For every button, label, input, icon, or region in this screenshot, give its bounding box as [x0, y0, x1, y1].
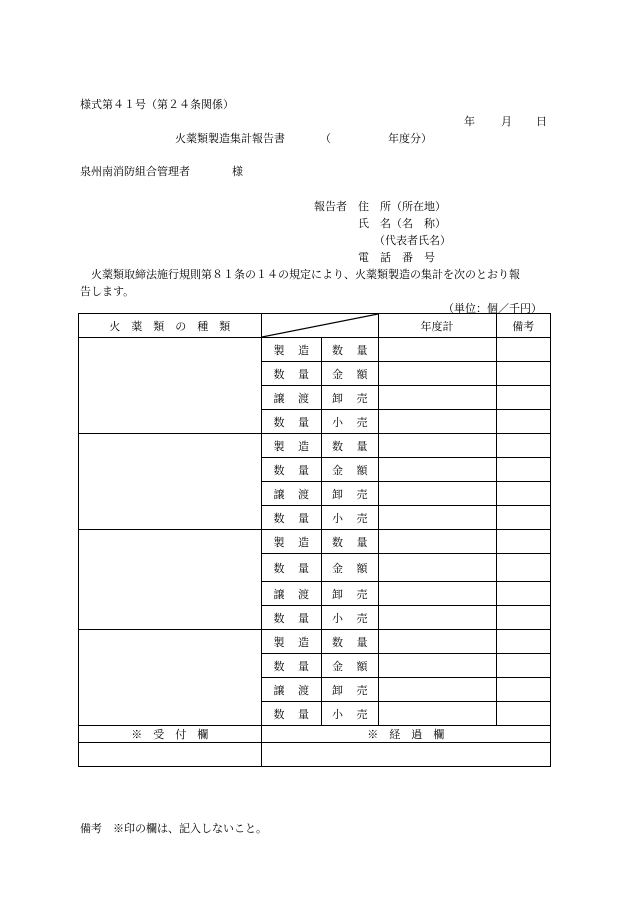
- year-total-cell[interactable]: [378, 458, 496, 482]
- year-total-cell[interactable]: [378, 386, 496, 410]
- year-total-cell[interactable]: [378, 654, 496, 678]
- diagonal-line: [262, 314, 378, 337]
- label-quantity: 数 量: [322, 434, 378, 458]
- label-quantity: 数 量: [322, 530, 378, 554]
- title-paren-open: （: [320, 132, 331, 145]
- label-mfg: 製 造: [261, 338, 322, 362]
- report-table: [78, 313, 551, 767]
- note-cell[interactable]: [496, 606, 550, 630]
- label-qty: 数 量: [261, 554, 322, 582]
- receipt-cell: [79, 743, 262, 767]
- year-total-cell[interactable]: [378, 506, 496, 530]
- reporter-phone: 電 話 番 号: [358, 251, 435, 264]
- reporter-label: 報告者: [314, 200, 347, 213]
- reporter-name: 氏 名（名 称）: [358, 217, 446, 230]
- label-quantity: 数 量: [322, 630, 378, 654]
- year-total-cell[interactable]: [378, 434, 496, 458]
- year-total-cell[interactable]: [378, 338, 496, 362]
- label-retail: 小 売: [322, 606, 378, 630]
- header-year-total: 年度計: [378, 314, 496, 338]
- note-cell[interactable]: [496, 702, 550, 726]
- year-total-cell[interactable]: [378, 678, 496, 702]
- header-diagonal-cell: [261, 314, 378, 338]
- addressee: 泉州南消防組合管理者: [80, 165, 190, 178]
- note-cell[interactable]: [496, 582, 550, 606]
- year-total-cell[interactable]: [378, 630, 496, 654]
- date-year: 年: [464, 115, 475, 128]
- note-cell[interactable]: [496, 386, 550, 410]
- year-total-cell[interactable]: [378, 554, 496, 582]
- year-total-cell[interactable]: [378, 410, 496, 434]
- label-amount: 金 額: [322, 554, 378, 582]
- year-total-cell[interactable]: [378, 362, 496, 386]
- label-amount: 金 額: [322, 458, 378, 482]
- note-cell[interactable]: [496, 506, 550, 530]
- label-qty: 数 量: [261, 506, 322, 530]
- addressee-honorific: 様: [232, 165, 243, 178]
- label-qty: 数 量: [261, 606, 322, 630]
- note-cell[interactable]: [496, 410, 550, 434]
- label-retail: 小 売: [322, 702, 378, 726]
- label-qty: 数 量: [261, 410, 322, 434]
- unit-note: （単位：個／千円）: [443, 302, 542, 315]
- label-retail: 小 売: [322, 410, 378, 434]
- note-cell[interactable]: [496, 554, 550, 582]
- year-total-cell[interactable]: [378, 582, 496, 606]
- label-transfer: 譲 渡: [261, 386, 322, 410]
- label-transfer: 譲 渡: [261, 582, 322, 606]
- process-cell: [261, 743, 550, 767]
- date-day: 日: [536, 115, 547, 128]
- kind-cell[interactable]: [79, 630, 262, 726]
- label-qty: 数 量: [261, 362, 322, 386]
- note-cell[interactable]: [496, 530, 550, 554]
- label-qty: 数 量: [261, 458, 322, 482]
- note-cell[interactable]: [496, 362, 550, 386]
- label-wholesale: 卸 売: [322, 582, 378, 606]
- label-wholesale: 卸 売: [322, 386, 378, 410]
- process-header: ※ 経 過 欄: [261, 726, 550, 743]
- reporter-address: 住 所（所在地）: [358, 200, 446, 213]
- label-wholesale: 卸 売: [322, 678, 378, 702]
- label-mfg: 製 造: [261, 434, 322, 458]
- date-month: 月: [501, 115, 512, 128]
- label-amount: 金 額: [322, 654, 378, 678]
- label-qty: 数 量: [261, 654, 322, 678]
- note-cell[interactable]: [496, 338, 550, 362]
- label-qty: 数 量: [261, 702, 322, 726]
- note-cell[interactable]: [496, 678, 550, 702]
- note-cell[interactable]: [496, 630, 550, 654]
- year-total-cell[interactable]: [378, 530, 496, 554]
- note-cell[interactable]: [496, 482, 550, 506]
- label-wholesale: 卸 売: [322, 482, 378, 506]
- kind-cell[interactable]: [79, 338, 262, 434]
- label-mfg: 製 造: [261, 530, 322, 554]
- body-text-line1: 火薬類取締法施行規則第８１条の１４の規定により、火薬類製造の集計を次のとおり報: [80, 268, 520, 281]
- label-retail: 小 売: [322, 506, 378, 530]
- receipt-header: ※ 受 付 欄: [79, 726, 262, 743]
- label-transfer: 譲 渡: [261, 482, 322, 506]
- label-transfer: 譲 渡: [261, 678, 322, 702]
- footer-note: 備考 ※印の欄は、記入しないこと。: [80, 822, 267, 835]
- body-text-line2: 告します。: [80, 285, 135, 298]
- header-note: 備考: [496, 314, 550, 338]
- note-cell[interactable]: [496, 434, 550, 458]
- header-kind: 火 薬 類 の 種 類: [79, 314, 262, 338]
- note-cell[interactable]: [496, 458, 550, 482]
- year-total-cell[interactable]: [378, 482, 496, 506]
- label-amount: 金 額: [322, 362, 378, 386]
- report-title: 火薬類製造集計報告書: [175, 132, 285, 145]
- title-year-suffix: 年度分）: [388, 132, 432, 145]
- label-quantity: 数 量: [322, 338, 378, 362]
- kind-cell[interactable]: [79, 530, 262, 630]
- note-cell[interactable]: [496, 654, 550, 678]
- year-total-cell[interactable]: [378, 606, 496, 630]
- label-mfg: 製 造: [261, 630, 322, 654]
- year-total-cell[interactable]: [378, 702, 496, 726]
- form-number: 様式第４１号（第２４条関係）: [80, 98, 234, 111]
- kind-cell[interactable]: [79, 434, 262, 530]
- reporter-representative: （代表者氏名）: [374, 234, 451, 247]
